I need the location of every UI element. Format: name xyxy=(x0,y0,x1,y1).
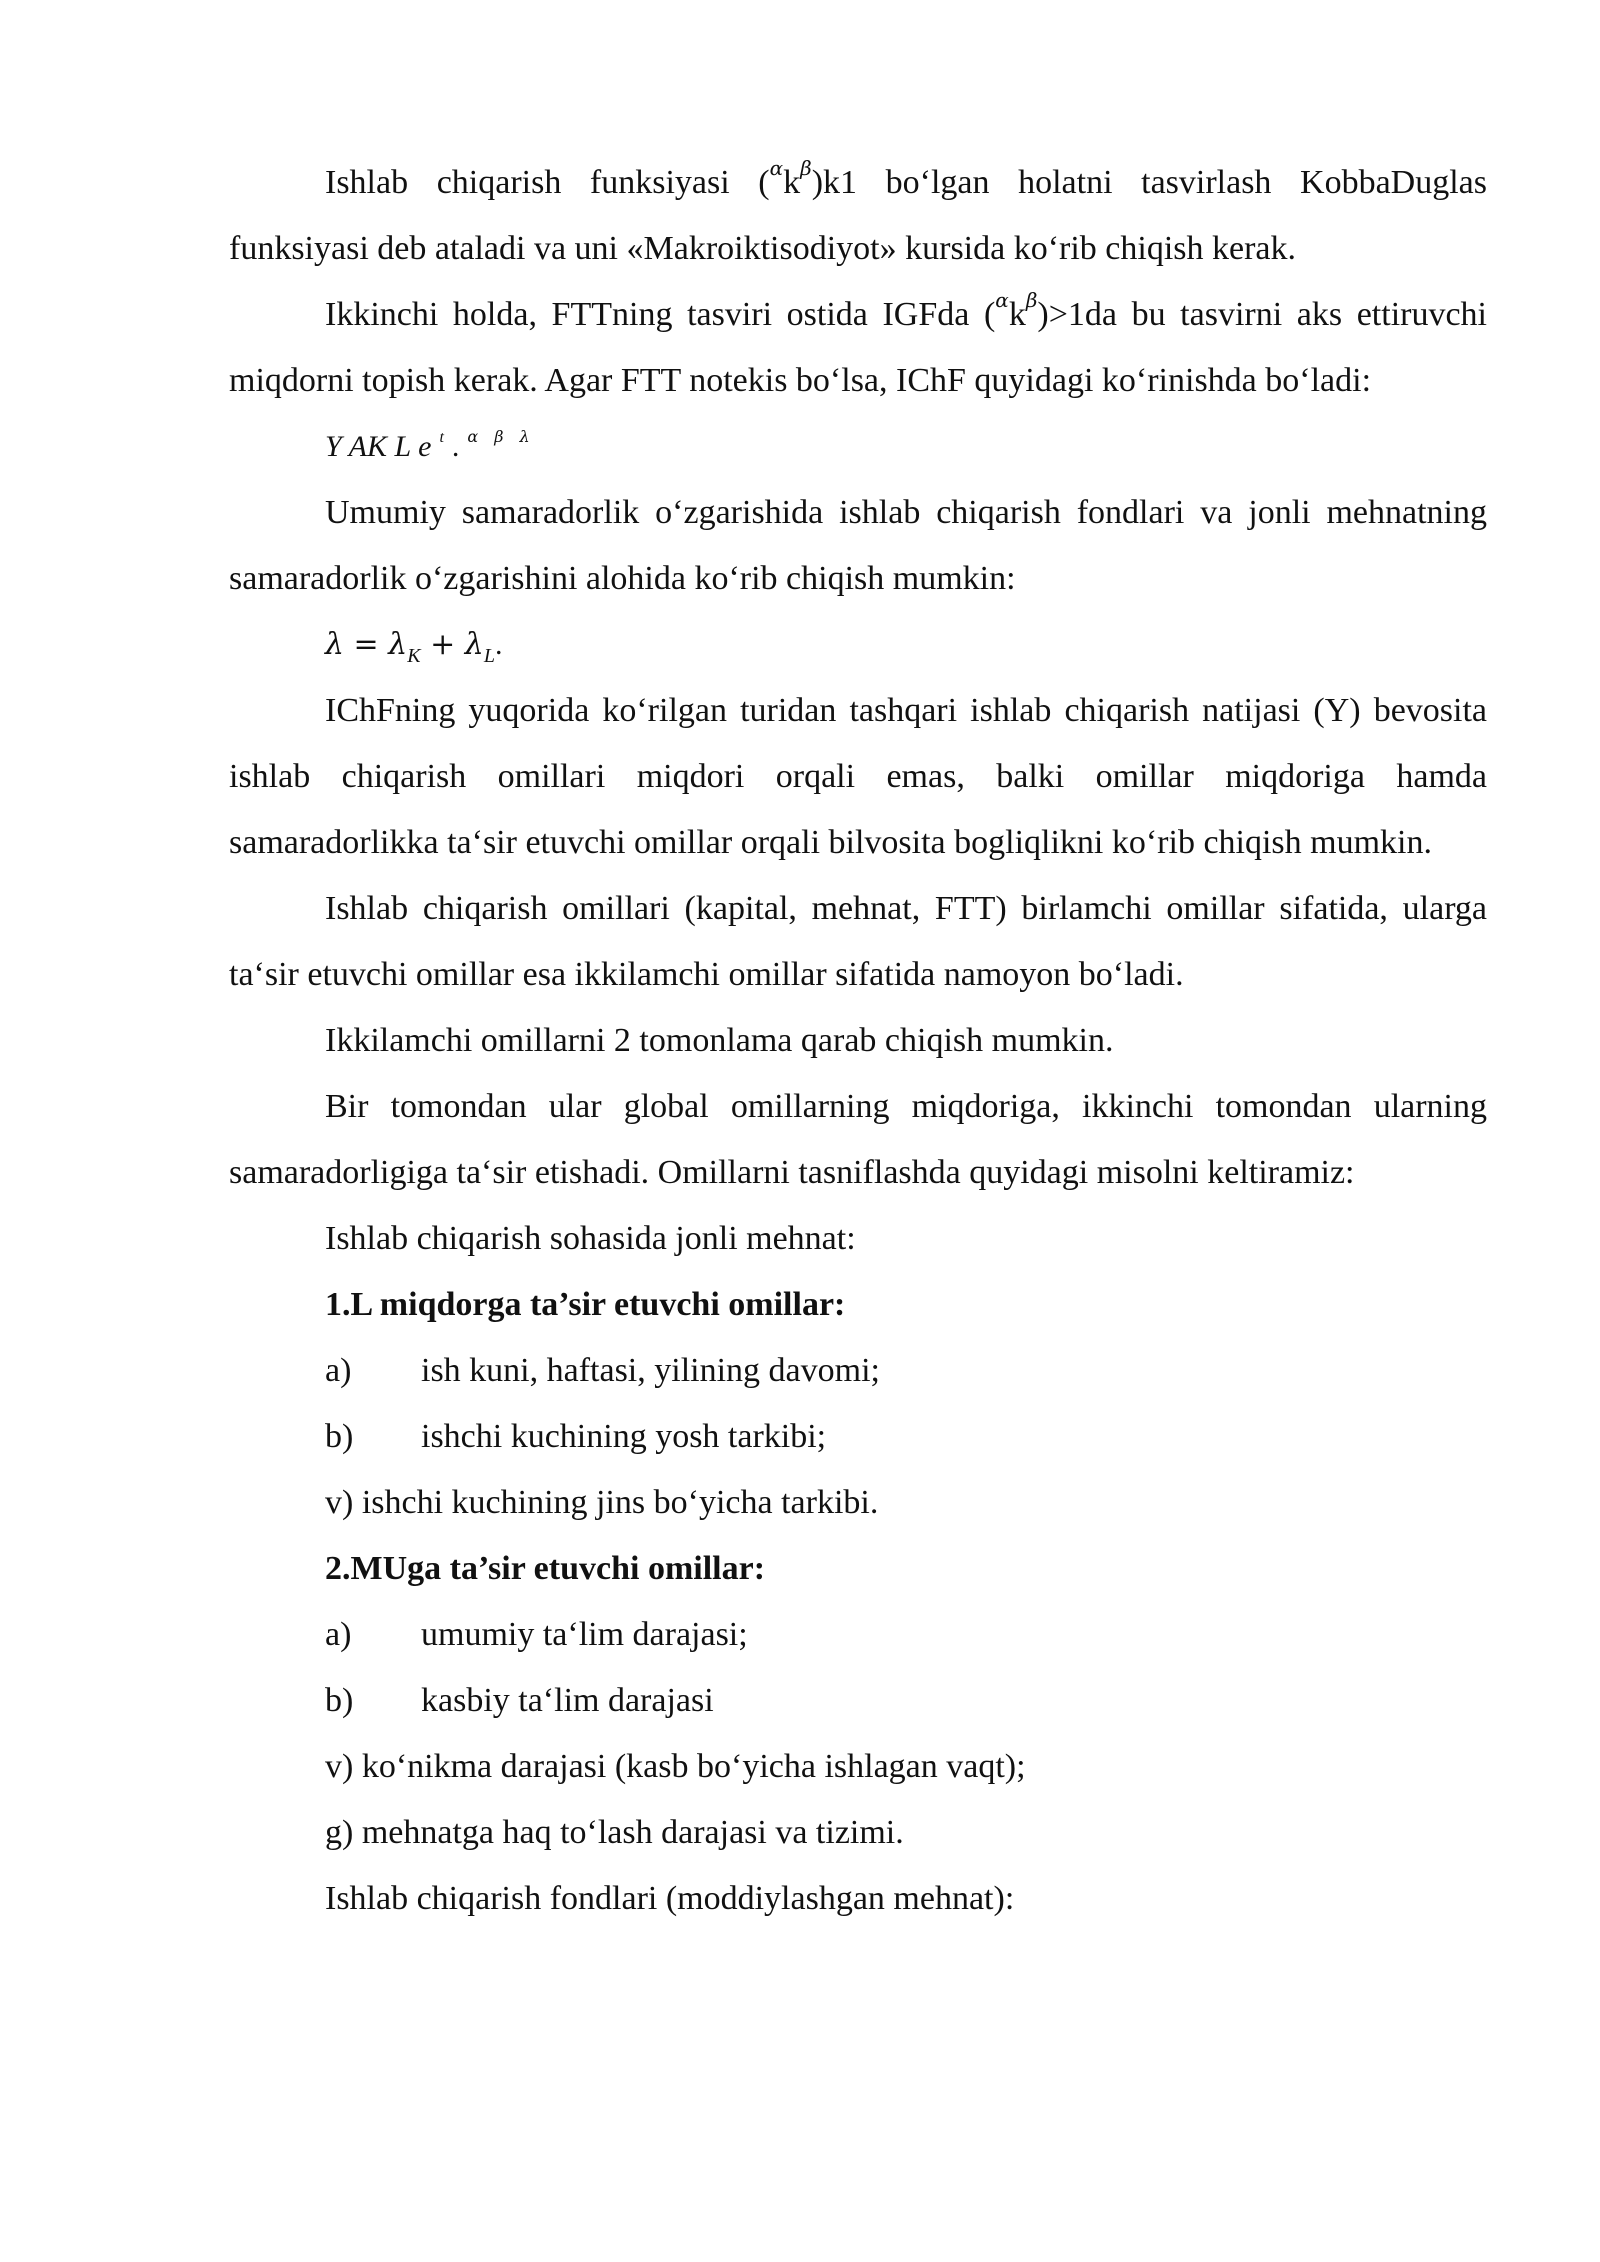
paragraph-cobb-douglas xyxy=(229,150,1487,282)
heading-l-factors: 1.L miqdorga ta’sir etuvchi omillar: xyxy=(325,1286,846,1323)
paragraph-global-factors: Bir tomondan ular global omillarning miqdoriga, ikkinchi tomondan ularning samaradorligiga ta‘sir etishadi. Omillarni tasniflashda quyidagi misolni keltiramiz: xyxy=(229,1088,1487,1191)
formula-lambda: λ xyxy=(519,427,530,446)
formula-alpha: α xyxy=(467,427,479,446)
formula-lambda-lhs: λ = λ xyxy=(325,627,408,662)
list-marker: a) xyxy=(325,1616,352,1653)
list-item-v: v) ko‘nikma darajasi (kasb bo‘yicha ishlagan vaqt); xyxy=(325,1748,1026,1785)
formula-sub-l: L xyxy=(483,645,495,667)
list-text: ish kuni, haftasi, yilining davomi; xyxy=(421,1352,880,1389)
beta-symbol: β xyxy=(800,156,812,180)
alpha-symbol: α xyxy=(769,156,784,180)
text-segment: )>1da bu tasvirni aks ettiruvchi miqdorni topish kerak. Agar FTT notekis bo‘lsa, IChF quyidagi ko‘rinishda bo‘ladi: xyxy=(229,296,1487,399)
paragraph-primary-factors: Ishlab chiqarish omillari (kapital, mehnat, FTT) birlamchi omillar sifatida, ularga ta‘sir etuvchi omillar esa ikkilamchi omillar sifatida namoyon bo‘ladi. xyxy=(229,890,1487,993)
formula-production-function xyxy=(229,414,1487,480)
text-segment: Ikkinchi holda, FTTning tasviri ostida IGFda ( xyxy=(325,296,996,333)
beta-symbol: β xyxy=(1025,288,1038,312)
text-segment: )k1 bo‘lgan holatni tasvirlash KobbaDuglas funksiyasi deb ataladi va uni «Makroiktisodiyot» kursida ko‘rib chiqish kerak. xyxy=(229,164,1487,267)
heading-mu-factors: 2.MUga ta’sir etuvchi omillar: xyxy=(325,1550,766,1587)
list-item xyxy=(229,1668,1487,1734)
list-marker: b) xyxy=(325,1682,354,1719)
formula-dot: . xyxy=(451,430,460,463)
list-text: umumiy ta‘lim darajasi; xyxy=(421,1616,748,1653)
formula-lambda-sum xyxy=(229,612,1487,678)
paragraph-production-funds: Ishlab chiqarish fondlari (moddiylashgan mehnat): xyxy=(325,1880,1015,1917)
formula-t: t xyxy=(439,429,444,446)
list-item xyxy=(229,1338,1487,1404)
paragraph-second-case xyxy=(229,282,1487,414)
list-marker: b) xyxy=(325,1418,354,1455)
formula-dot: . xyxy=(494,628,503,661)
paragraph-ichf-types: IChFning yuqorida ko‘rilgan turidan tashqari ishlab chiqarish natijasi (Y) bevosita ishlab chiqarish omillari miqdori orqali emas, balki omillar miqdoriga hamda samaradorlikka ta‘sir etuvchi omillar orqali bilvosita bogliqlikni ko‘rib chiqish mumkin. xyxy=(229,692,1487,861)
list-item-g: g) mehnatga haq to‘lash darajasi va tizimi. xyxy=(325,1814,904,1851)
list-item-v: v) ishchi kuchining jins bo‘yicha tarkibi. xyxy=(325,1484,879,1521)
formula-beta: β xyxy=(494,427,504,446)
alpha-symbol: α xyxy=(995,288,1009,312)
k-symbol: k xyxy=(783,164,801,201)
list-item xyxy=(229,1404,1487,1470)
formula-sub-k: K xyxy=(407,645,421,667)
formula-plus-lambda: + λ xyxy=(420,627,484,662)
k-symbol: k xyxy=(1008,296,1026,333)
list-text: kasbiy ta‘lim darajasi xyxy=(421,1682,714,1719)
paragraph-overall-efficiency: Umumiy samaradorlik o‘zgarishida ishlab chiqarish fondlari va jonli mehnatning samaradorlik o‘zgarishini alohida ko‘rib chiqish mumkin: xyxy=(229,494,1487,597)
list-text: ishchi kuchining yosh tarkibi; xyxy=(421,1418,827,1455)
document-page xyxy=(229,150,1487,1932)
list-item xyxy=(229,1602,1487,1668)
text-segment: Ishlab chiqarish funksiyasi ( xyxy=(325,164,770,201)
paragraph-living-labor: Ishlab chiqarish sohasida jonli mehnat: xyxy=(325,1220,856,1257)
formula-main: Y AK L e xyxy=(325,430,432,463)
list-marker: a) xyxy=(325,1352,352,1389)
paragraph-secondary-factors: Ikkilamchi omillarni 2 tomonlama qarab chiqish mumkin. xyxy=(325,1022,1114,1059)
